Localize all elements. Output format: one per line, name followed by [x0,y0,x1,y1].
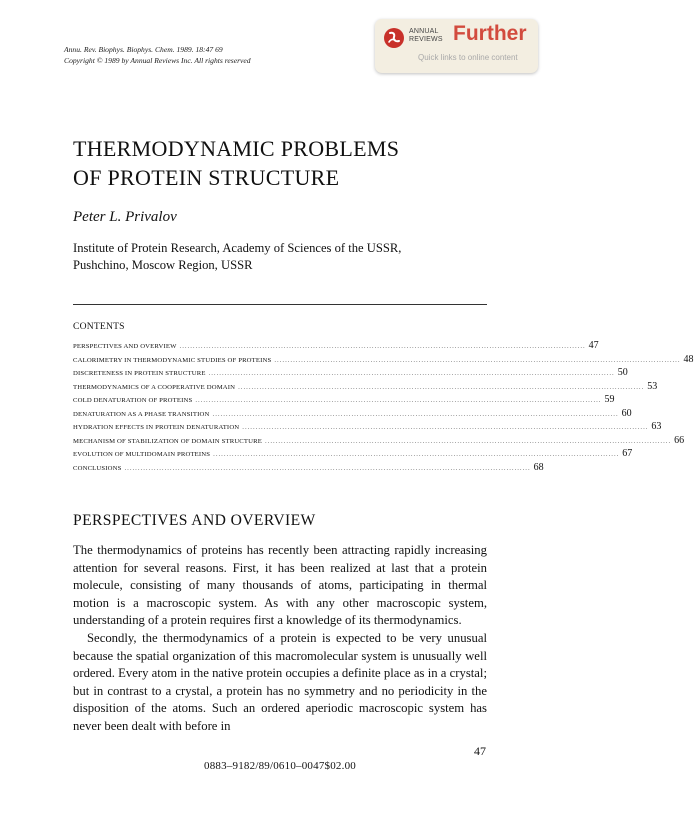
toc-item-title: CALORIMETRY IN THERMODYNAMIC STUDIES OF PROTEINS [73,356,272,364]
toc-leader-dots: ........................................................................................................................................................ [208,370,615,377]
toc-item-title: EVOLUTION OF MULTIDOMAIN PROTEINS [73,451,211,458]
paragraph-2: Secondly, the thermodynamics of a protein is expected to be very unusual because the spatial organization of this macromolecular system is unusually well ordered. Every atom in the native protein occupies a definite place as in a crystal; but in contrast to a crystal, a protein has no symmetry and no periodicity in the disposition of the atoms. Such an ordered aperiodic macroscopic system has never been dealt with before in [73,630,487,733]
toc-item[interactable] [73,340,599,354]
contents-heading: CONTENTS [73,321,125,332]
toc-item-title: PERSPECTIVES AND OVERVIEW [73,343,177,350]
journal-citation [64,44,251,66]
toc-item-page: 67 [622,448,633,459]
toc-leader-dots: ........................................................................................................................................................ [274,356,681,364]
citation-line-1: Annu. Rev. Biophys. Biophys. Chem. 1989. 18:47 69 [64,45,223,54]
toc-item-page: 47 [588,340,599,351]
toc-leader-dots: ........................................................................................................................................................ [238,383,645,391]
toc-item-page: 59 [604,394,615,405]
toc-item-page: 60 [621,407,632,419]
toc-item-title: COLD DENATURATION OF PROTEINS [73,397,193,404]
article-title [73,134,399,192]
citation-line-2: Copyright © 1989 by Annual Reviews Inc. All rights reserved [64,56,251,65]
toc-leader-dots: ........................................................................................................................................................ [212,410,619,418]
further-subtitle: Quick links to online content [418,53,518,62]
reviews-label: REVIEWS [409,36,443,43]
toc-item-page: 50 [617,367,628,378]
toc-item[interactable] [73,421,662,435]
toc-leader-dots: ........................................................................................................................................................ [213,451,620,458]
toc-item-page: 53 [647,380,658,392]
paragraph-1: The thermodynamics of proteins has recently been attracting rapidly increasing attention for several reasons. First, it has been realized at last that a protein molecule, consisting of many thousands of atoms, participating in thermal motion is a macroscopic system. As with any other macroscopic system, understanding of a protein requires first a knowledge of its thermodynamics. [73,543,487,628]
author-affiliation [73,240,401,274]
toc-item[interactable] [73,448,633,462]
toc-item[interactable] [73,394,615,408]
toc-item-title: MECHANISM OF STABILIZATION OF DOMAIN STRUCTURE [73,437,262,445]
further-label: Further [453,22,527,45]
toc-leader-dots: ........................................................................................................................................................ [179,343,586,350]
author-name: Peter L. Privalov [73,209,177,225]
toc-item[interactable] [73,407,632,422]
affiliation-line-2: Pushchino, Moscow Region, USSR [73,258,253,272]
annual-reviews-wordmark [409,28,443,44]
affiliation-line-1: Institute of Protein Research, Academy of Sciences of the USSR, [73,241,402,255]
toc-item-page: 68 [533,461,544,473]
page-number: 47 [474,744,486,758]
table-of-contents [73,340,694,475]
toc-item[interactable] [73,461,544,476]
title-line-2: OF PROTEIN STRUCTURE [73,165,340,190]
article-code: 0883–9182/89/0610–0047$02.00 [204,760,356,772]
toc-leader-dots: ........................................................................................................................................................ [264,437,672,445]
toc-item-title: CONCLUSIONS [73,464,122,472]
toc-leader-dots: ........................................................................................................................................................ [195,397,602,404]
toc-item[interactable] [73,380,658,395]
toc-item[interactable] [73,353,694,368]
annual-reviews-logo-icon [384,28,404,48]
further-quick-links-badge[interactable] [375,19,538,73]
toc-leader-dots: ........................................................................................................................................................ [242,424,649,431]
title-line-1: THERMODYNAMIC PROBLEMS [73,136,400,161]
divider [73,304,487,305]
toc-item[interactable] [73,367,628,381]
toc-item-title: DISCRETENESS IN PROTEIN STRUCTURE [73,370,206,377]
toc-item-page: 63 [651,421,662,432]
toc-leader-dots: ........................................................................................................................................................ [124,464,531,472]
toc-item-title: THERMODYNAMICS OF A COOPERATIVE DOMAIN [73,383,236,391]
section-heading: PERSPECTIVES AND OVERVIEW [73,512,316,529]
toc-item-title: DENATURATION AS A PHASE TRANSITION [73,410,210,418]
toc-item-page: 66 [674,434,685,446]
toc-item-page: 48 [683,353,694,365]
toc-item-title: HYDRATION EFFECTS IN PROTEIN DENATURATION [73,424,240,431]
body-text [73,542,487,736]
toc-item[interactable] [73,434,685,449]
annual-label: ANNUAL [409,28,439,35]
